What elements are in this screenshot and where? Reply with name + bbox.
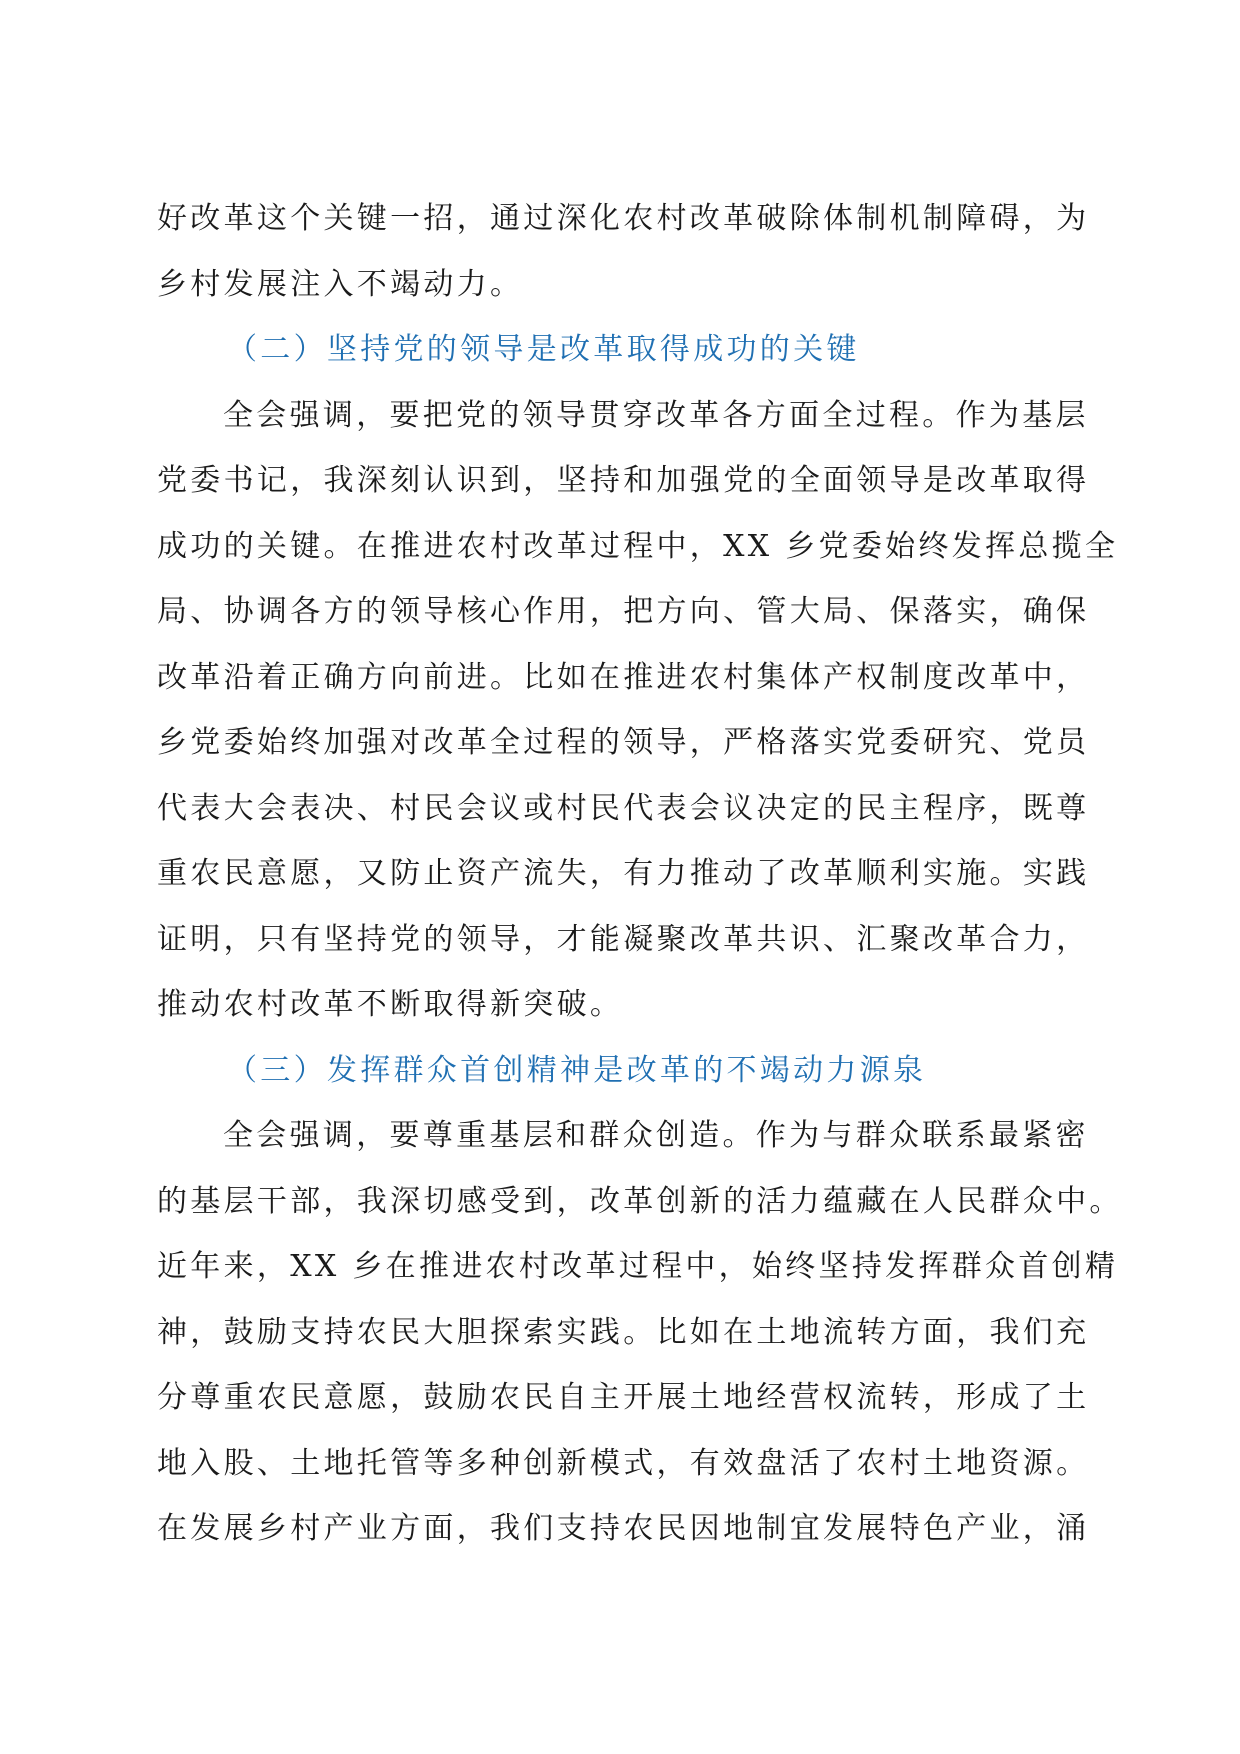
paragraph-first-line: 全会强调，要尊重基层和群众创造。作为与群众联系最紧密 — [223, 1118, 1089, 1153]
body-line: 局、协调各方的领导核心作用，把方向、管大局、保落实，确保 — [157, 594, 1090, 629]
section-heading-3: （三）发挥群众首创精神是改革的不竭动力源泉 — [227, 1052, 927, 1088]
document-body — [157, 186, 1123, 1562]
body-line: 成功的关键。在推进农村改革过程中，XX 乡党委始终发挥总揽全 — [157, 528, 1119, 564]
body-line: 乡党委始终加强对改革全过程的领导，严格落实党委研究、党员 — [157, 725, 1090, 760]
body-line: 乡村发展注入不竭动力。 — [157, 266, 524, 302]
body-line: 证明，只有坚持党的领导，才能凝聚改革共识、汇聚改革合力， — [157, 921, 1090, 957]
body-line: 的基层干部，我深切感受到，改革创新的活力蕴藏在人民群众中。 — [157, 1183, 1123, 1219]
body-line: 近年来，XX 乡在推进农村改革过程中，始终坚持发挥群众首创精 — [157, 1249, 1119, 1284]
body-line: 党委书记，我深刻认识到，坚持和加强党的全面领导是改革取得 — [157, 463, 1090, 498]
body-line: 重农民意愿，又防止资产流失，有力推动了改革顺利实施。实践 — [157, 856, 1090, 891]
section-heading-2: （二）坚持党的领导是改革取得成功的关键 — [227, 332, 860, 367]
body-line: 在发展乡村产业方面，我们支持农民因地制宜发展特色产业，涌 — [157, 1511, 1090, 1546]
body-line: 地入股、土地托管等多种创新模式，有效盘活了农村土地资源。 — [157, 1445, 1090, 1481]
body-line: 好改革这个关键一招，通过深化农村改革破除体制机制障碍，为 — [157, 201, 1090, 236]
body-line: 改革沿着正确方向前进。比如在推进农村集体产权制度改革中， — [157, 659, 1090, 695]
body-line: 推动农村改革不断取得新突破。 — [157, 987, 624, 1022]
body-line: 神，鼓励支持农民大胆探索实践。比如在土地流转方面，我们充 — [157, 1314, 1090, 1350]
paragraph-first-line: 全会强调，要把党的领导贯穿改革各方面全过程。作为基层 — [223, 397, 1089, 433]
body-line: 分尊重农民意愿，鼓励农民自主开展土地经营权流转，形成了土 — [157, 1380, 1090, 1415]
body-line: 代表大会表决、村民会议或村民代表会议决定的民主程序，既尊 — [157, 790, 1090, 826]
